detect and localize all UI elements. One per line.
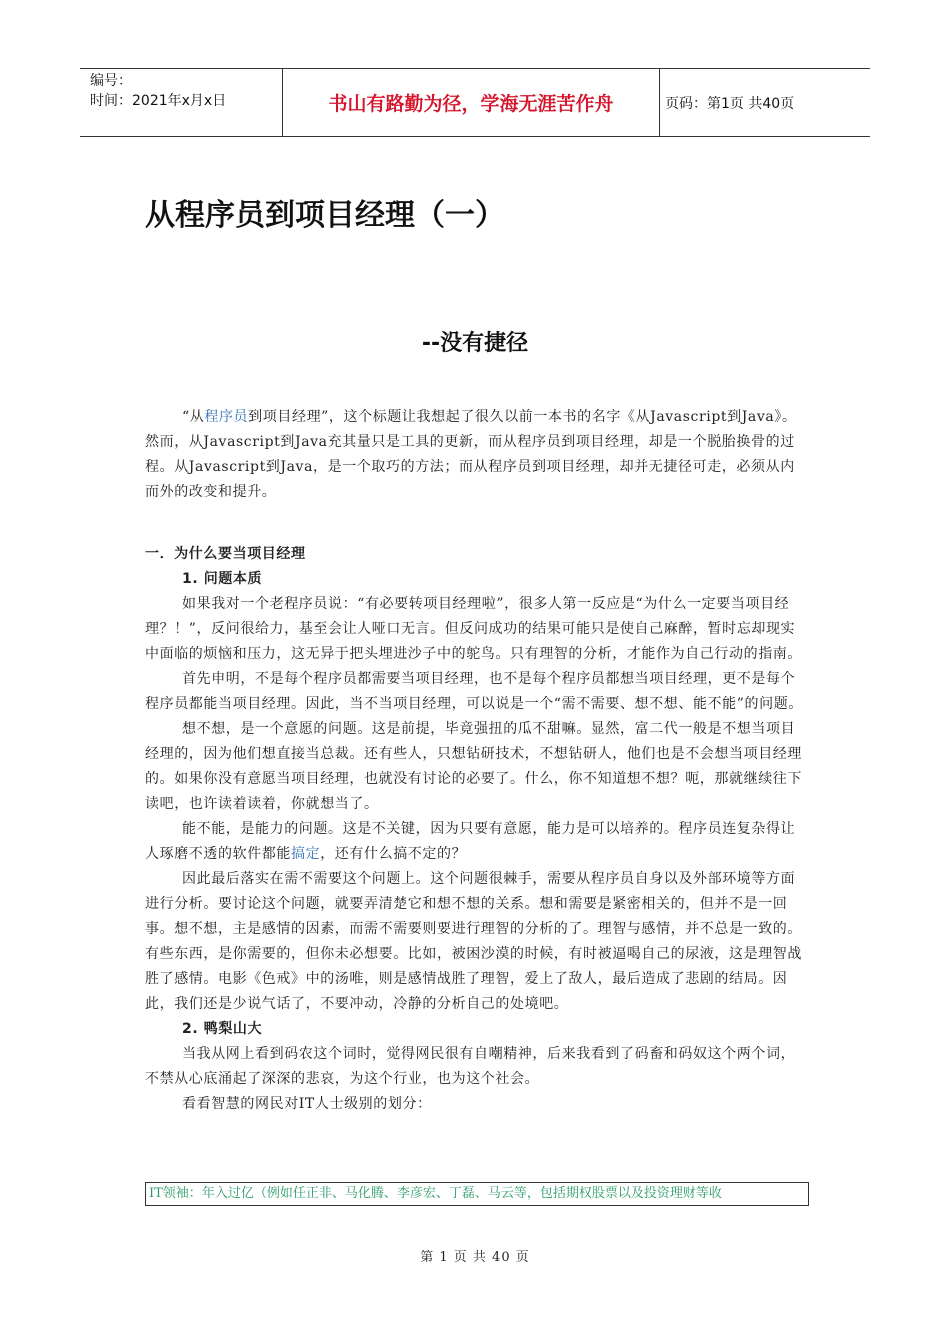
number-label: 编号： bbox=[90, 73, 132, 89]
paragraph-5: 因此最后落实在需不需要这个问题上。这个问题很棘手，需要从程序员自身以及外部环境等方面进行分析。要讨论这个问题，就要弄清楚它和想不想的关系。想和需要是紧密相关的，但并不是一回事。想不想，主是感情的因素，而需不需要则要进行理智的分析的了。理智与感情，并不总是一致的。有些东西，是你需要的，但你未必想要。比如，被困沙漠的时候，有时被逼喝自己的尿液，这是理智战胜了感情。电影《色戒》中的汤唯，则是感情战胜了理智，爱上了敌人，最后造成了悲剧的结局。因此，我们还是少说气话了，不要冲动，冷静的分析自己的处境吧。 bbox=[145, 871, 802, 1012]
intro-text-rest: 到项目经理”，这个标题让我想起了很久以前一本书的名字《从Javascript到Java》。然而，从Javascript到Java充其量只是工具的更新，而从程序员到项目经理，却是一个脱胎换骨的过程。从Javascript到Java，是一个取巧的方法；而从程序员到项目经理，却并无捷径可走，必须从内而外的改变和提升。 bbox=[145, 409, 797, 500]
paragraph-3: 想不想，是一个意愿的问题。这是前提，毕竟强扭的瓜不甜嘛。显然，富二代一般是不想当项目经理的，因为他们想直接当总裁。还有些人，只想钻研技术，不想钻研人，他们也是不会想当项目经理的。如果你没有意愿当项目经理，也就没有讨论的必要了。什么，你不知道想不想？呃，那就继续往下读吧，也许读着读着，你就想当了。 bbox=[145, 721, 802, 812]
page-header bbox=[80, 68, 870, 137]
paragraph-4 bbox=[145, 817, 807, 867]
page-footer: 第 1 页 共 40 页 bbox=[420, 1250, 530, 1265]
paragraph-7: 看看智慧的网民对IT人士级别的划分： bbox=[182, 1096, 432, 1112]
subsection-heading-2: 2. 鸭梨山大 bbox=[182, 1021, 263, 1037]
document-title: 从程序员到项目经理（一） bbox=[145, 198, 505, 233]
paragraph-4-end: ，还有什么搞不定的？ bbox=[320, 846, 467, 862]
document-subtitle: --没有捷径 bbox=[421, 331, 529, 356]
it-levels-table-row bbox=[145, 1182, 809, 1206]
gaoding-link[interactable]: 搞定 bbox=[291, 846, 321, 862]
subsection-heading-1: 1. 问题本质 bbox=[182, 571, 263, 587]
header-page-info: 页码：第1页 共40页 bbox=[665, 95, 795, 112]
document-body bbox=[145, 405, 807, 1117]
intro-paragraph bbox=[145, 405, 807, 505]
paragraph-4-start: 能不能，是能力的问题。这是不关键，因为只要有意愿，能力是可以培养的。程序员连复杂得让人琢磨不透的软件都能 bbox=[145, 821, 796, 862]
it-leader-text: 年入过亿（例如任正非、马化腾、李彦宏、丁磊、马云等，包括期权股票以及投资理财等收 bbox=[201, 1186, 722, 1201]
paragraph-2: 首先申明，不是每个程序员都需要当项目经理，也不是每个程序员都想当项目经理，更不是每个程序员都能当项目经理。因此，当不当项目经理，可以说是一个“需不需要、想不想、能不能”的问题。 bbox=[145, 671, 803, 712]
section-heading: 一．为什么要当项目经理 bbox=[145, 546, 306, 562]
it-leader-label: IT领袖： bbox=[149, 1186, 202, 1201]
intro-text-start: “从 bbox=[182, 409, 205, 425]
programmer-link[interactable]: 程序员 bbox=[204, 409, 249, 425]
paragraph-1: 如果我对一个老程序员说：“有必要转项目经理啦”，很多人第一反应是“为什么一定要当项目经理？！”，反问很给力，基至会让人哑口无言。但反问成功的结果可能只是使自己麻醉，暂时忘却现实中面临的烦恼和压力，这无异于把头埋进沙子中的鸵鸟。只有理智的分析，才能作为自己行动的指南。 bbox=[145, 596, 802, 662]
header-meta bbox=[90, 71, 280, 111]
time-label: 时间：2021年x月x日 bbox=[90, 93, 227, 109]
paragraph-6: 当我从网上看到码农这个词时，觉得网民很有自嘲精神，后来我看到了码畜和码奴这个两个词，不禁从心底涌起了深深的悲哀，为这个行业，也为这个社会。 bbox=[145, 1046, 796, 1087]
header-motto: 书山有路勤为径，学海无涯苦作舟 bbox=[282, 69, 660, 136]
